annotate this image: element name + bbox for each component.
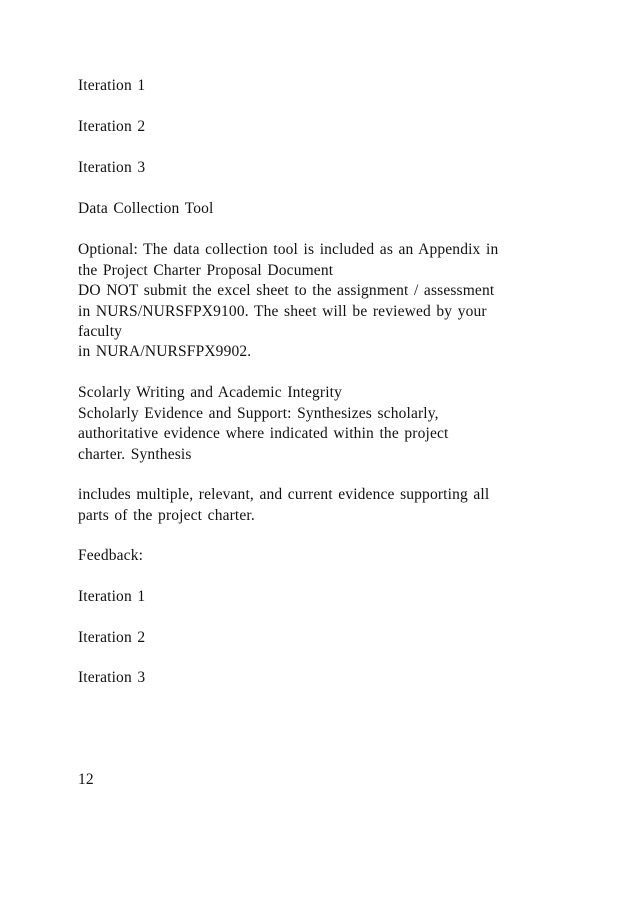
iteration-3-heading: Iteration 3 <box>78 159 146 176</box>
iteration-1-heading: Iteration 1 <box>78 77 146 94</box>
optional-text-line-5: faculty <box>78 323 123 340</box>
optional-text-line-2: the Project Charter Proposal Document <box>78 262 334 279</box>
scholarly-evidence-line-2: authoritative evidence where indicated within the project <box>78 425 449 442</box>
optional-text-line-1: Optional: The data collection tool is included as an Appendix in <box>78 241 499 258</box>
synthesis-line-2: parts of the project charter. <box>78 507 255 524</box>
data-collection-tool-heading: Data Collection Tool <box>78 200 214 217</box>
iteration-2-heading: Iteration 2 <box>78 118 146 135</box>
scholarly-writing-heading: Scolarly Writing and Academic Integrity <box>78 384 343 401</box>
scholarly-evidence-line-1: Scholarly Evidence and Support: Synthesizes scholarly, <box>78 405 439 422</box>
optional-text-line-6: in NURA/NURSFPX9902. <box>78 343 252 360</box>
optional-text-line-3: DO NOT submit the excel sheet to the assignment / assessment <box>78 282 495 299</box>
scholarly-evidence-line-3: charter. Synthesis <box>78 446 192 463</box>
feedback-iteration-1: Iteration 1 <box>78 588 146 605</box>
synthesis-line-1: includes multiple, relevant, and current evidence supporting all <box>78 486 490 503</box>
feedback-heading: Feedback: <box>78 547 144 564</box>
feedback-iteration-2: Iteration 2 <box>78 629 146 646</box>
page-number: 12 <box>78 771 94 788</box>
optional-text-line-4: in NURS/NURSFPX9100. The sheet will be reviewed by your <box>78 303 487 320</box>
feedback-iteration-3: Iteration 3 <box>78 669 146 686</box>
